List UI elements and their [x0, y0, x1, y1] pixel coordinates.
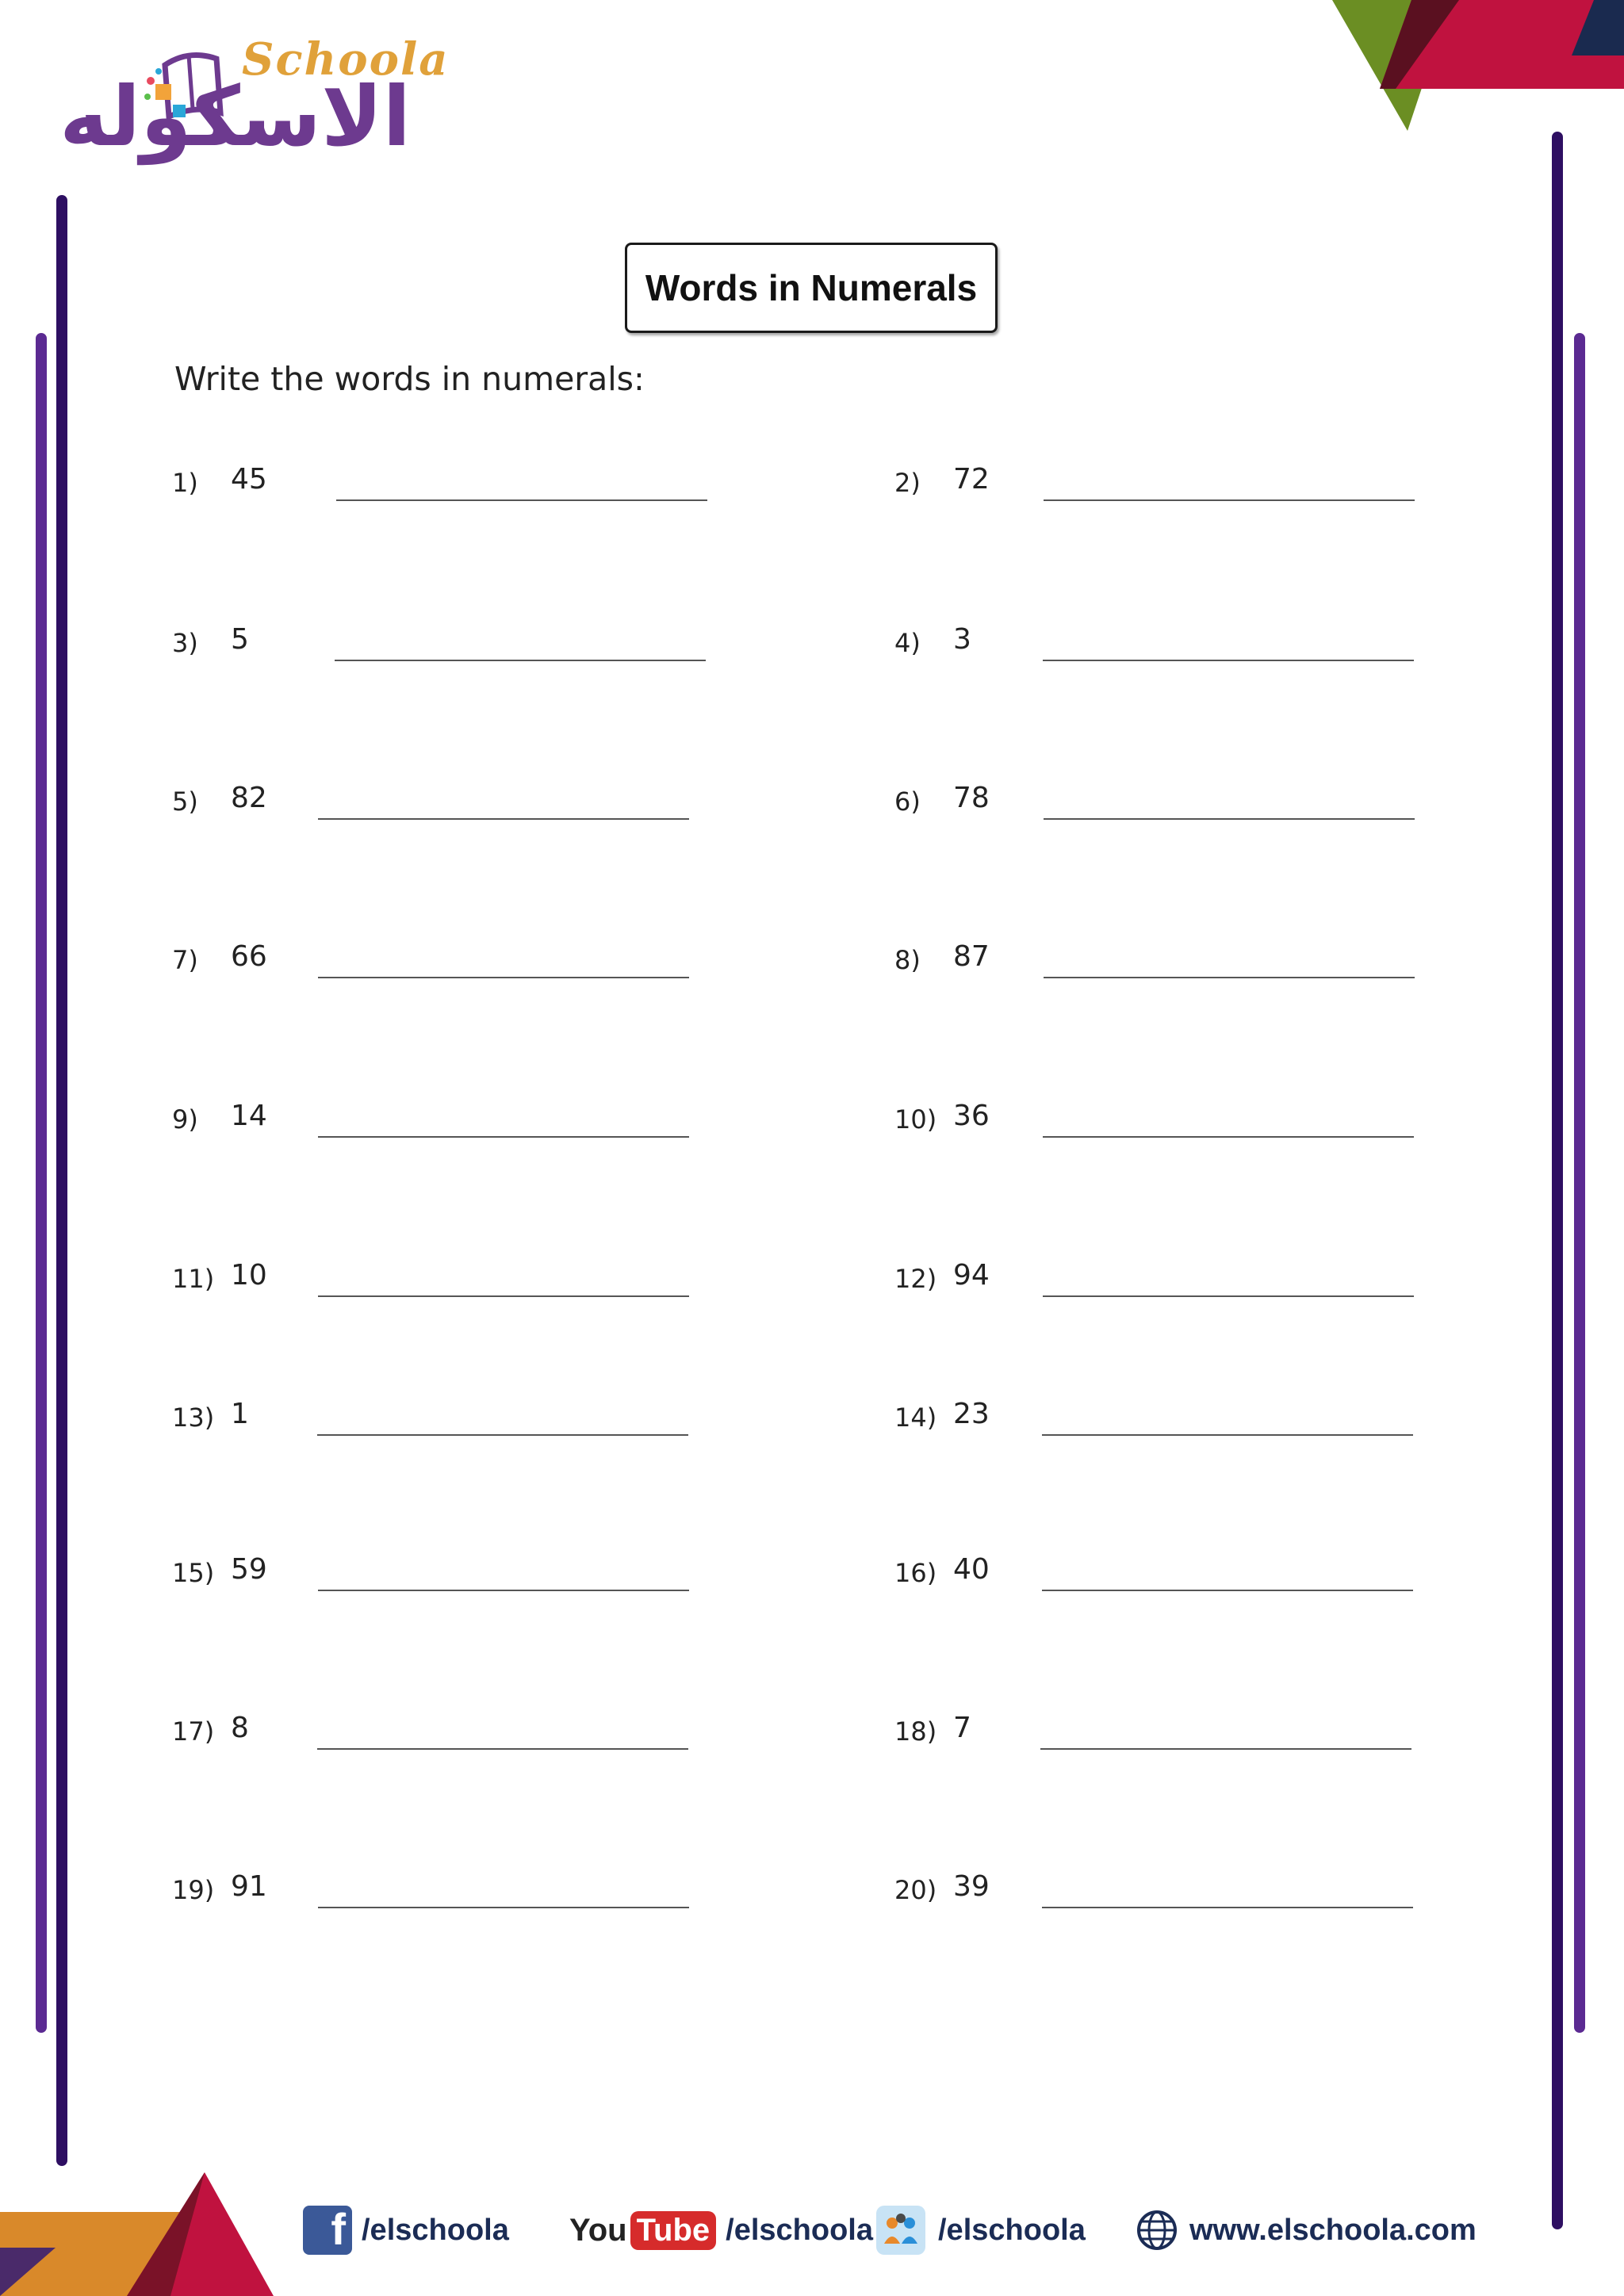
item-number: 13) — [172, 1402, 215, 1433]
left-border-bar-outer — [56, 195, 67, 2166]
answer-line[interactable] — [1044, 499, 1415, 501]
exercise-item — [894, 1087, 1450, 1142]
globe-icon — [1136, 2209, 1178, 2252]
exercise-item — [894, 1699, 1450, 1755]
people-icon — [876, 2206, 925, 2255]
item-number: 3) — [172, 628, 198, 658]
facebook-link[interactable] — [303, 2202, 509, 2258]
exercise-item — [172, 1087, 727, 1142]
item-number: 11) — [172, 1264, 215, 1294]
answer-line[interactable] — [318, 1590, 689, 1591]
exercise-item — [172, 928, 727, 983]
facebook-icon: f — [303, 2206, 352, 2255]
exercise-item — [894, 1858, 1450, 1913]
item-value: 45 — [231, 463, 267, 496]
item-number: 20) — [894, 1875, 937, 1905]
answer-line[interactable] — [318, 1136, 689, 1138]
youtube-logo-you: You — [569, 2212, 627, 2248]
exercise-item — [894, 928, 1450, 983]
item-number: 1) — [172, 468, 198, 498]
left-border-bar-inner — [36, 333, 47, 2033]
exercise-item — [172, 450, 727, 506]
item-value: 91 — [231, 1870, 267, 1903]
exercise-item — [894, 610, 1450, 666]
item-number: 15) — [172, 1558, 215, 1588]
item-number: 17) — [172, 1716, 215, 1747]
item-number: 10) — [894, 1104, 937, 1135]
item-number: 19) — [172, 1875, 215, 1905]
answer-line[interactable] — [335, 660, 706, 661]
item-value: 14 — [231, 1100, 267, 1132]
item-number: 9) — [172, 1104, 198, 1135]
logo-latin-text: Schoola — [242, 33, 450, 86]
answer-line[interactable] — [1042, 1907, 1413, 1908]
instructions: Write the words in numerals: — [174, 360, 645, 398]
item-value: 87 — [953, 940, 990, 973]
item-number: 2) — [894, 468, 921, 498]
answer-line[interactable] — [317, 1748, 688, 1750]
bottom-left-triangles — [0, 2172, 285, 2296]
answer-line[interactable] — [1043, 660, 1414, 661]
youtube-logo-tube: Tube — [630, 2211, 717, 2250]
top-right-triangles — [1316, 0, 1624, 135]
item-number: 4) — [894, 628, 921, 658]
answer-line[interactable] — [336, 499, 707, 501]
answer-line[interactable] — [1042, 1434, 1413, 1436]
people-handle: /elschoola — [938, 2213, 1086, 2247]
answer-line[interactable] — [317, 1434, 688, 1436]
item-value: 36 — [953, 1100, 990, 1132]
answer-line[interactable] — [1044, 818, 1415, 820]
youtube-link[interactable] — [569, 2202, 873, 2258]
worksheet-title-box — [625, 243, 998, 333]
item-value: 1 — [231, 1398, 249, 1430]
exercise-item — [894, 1385, 1450, 1441]
exercise-item — [894, 1540, 1450, 1596]
item-value: 8 — [231, 1712, 249, 1744]
answer-line[interactable] — [1043, 1136, 1414, 1138]
website-url: www.elschoola.com — [1189, 2213, 1477, 2247]
answer-line[interactable] — [318, 1295, 689, 1297]
item-value: 66 — [231, 940, 267, 973]
item-value: 72 — [953, 463, 990, 496]
logo-arabic-text: الاسكوله — [59, 68, 412, 165]
item-number: 7) — [172, 945, 198, 975]
right-border-bar-inner — [1552, 132, 1563, 2229]
people-link[interactable] — [876, 2202, 1086, 2258]
exercise-item — [894, 1246, 1450, 1302]
item-number: 16) — [894, 1558, 937, 1588]
item-number: 18) — [894, 1716, 937, 1747]
answer-line[interactable] — [1043, 1295, 1414, 1297]
item-value: 40 — [953, 1553, 990, 1586]
item-value: 82 — [231, 782, 267, 814]
item-value: 39 — [953, 1870, 990, 1903]
item-value: 7 — [953, 1712, 971, 1744]
facebook-handle: /elschoola — [362, 2213, 509, 2247]
exercise-item — [172, 769, 727, 825]
item-value: 23 — [953, 1398, 990, 1430]
item-value: 10 — [231, 1259, 267, 1292]
exercise-item — [172, 1699, 727, 1755]
item-number: 12) — [894, 1264, 937, 1294]
youtube-handle: /elschoola — [726, 2213, 873, 2247]
exercise-item — [894, 450, 1450, 506]
answer-line[interactable] — [1040, 1748, 1411, 1750]
item-number: 14) — [894, 1402, 937, 1433]
website-link[interactable] — [1136, 2202, 1477, 2258]
worksheet-title: Words in Numerals — [645, 267, 978, 308]
exercise-item — [172, 1540, 727, 1596]
answer-line[interactable] — [318, 818, 689, 820]
answer-line[interactable] — [1044, 977, 1415, 978]
exercise-item — [172, 1246, 727, 1302]
exercise-item — [172, 1385, 727, 1441]
item-value: 3 — [953, 623, 971, 656]
exercise-item — [894, 769, 1450, 825]
answer-line[interactable] — [318, 977, 689, 978]
exercise-item — [172, 1858, 727, 1913]
item-value: 94 — [953, 1259, 990, 1292]
answer-line[interactable] — [318, 1907, 689, 1908]
item-number: 5) — [172, 786, 198, 817]
item-value: 78 — [953, 782, 990, 814]
item-number: 8) — [894, 945, 921, 975]
item-number: 6) — [894, 786, 921, 817]
right-border-bar-outer — [1574, 333, 1585, 2033]
exercise-item — [172, 610, 727, 666]
item-value: 59 — [231, 1553, 267, 1586]
item-value: 5 — [231, 623, 249, 656]
answer-line[interactable] — [1042, 1590, 1413, 1591]
